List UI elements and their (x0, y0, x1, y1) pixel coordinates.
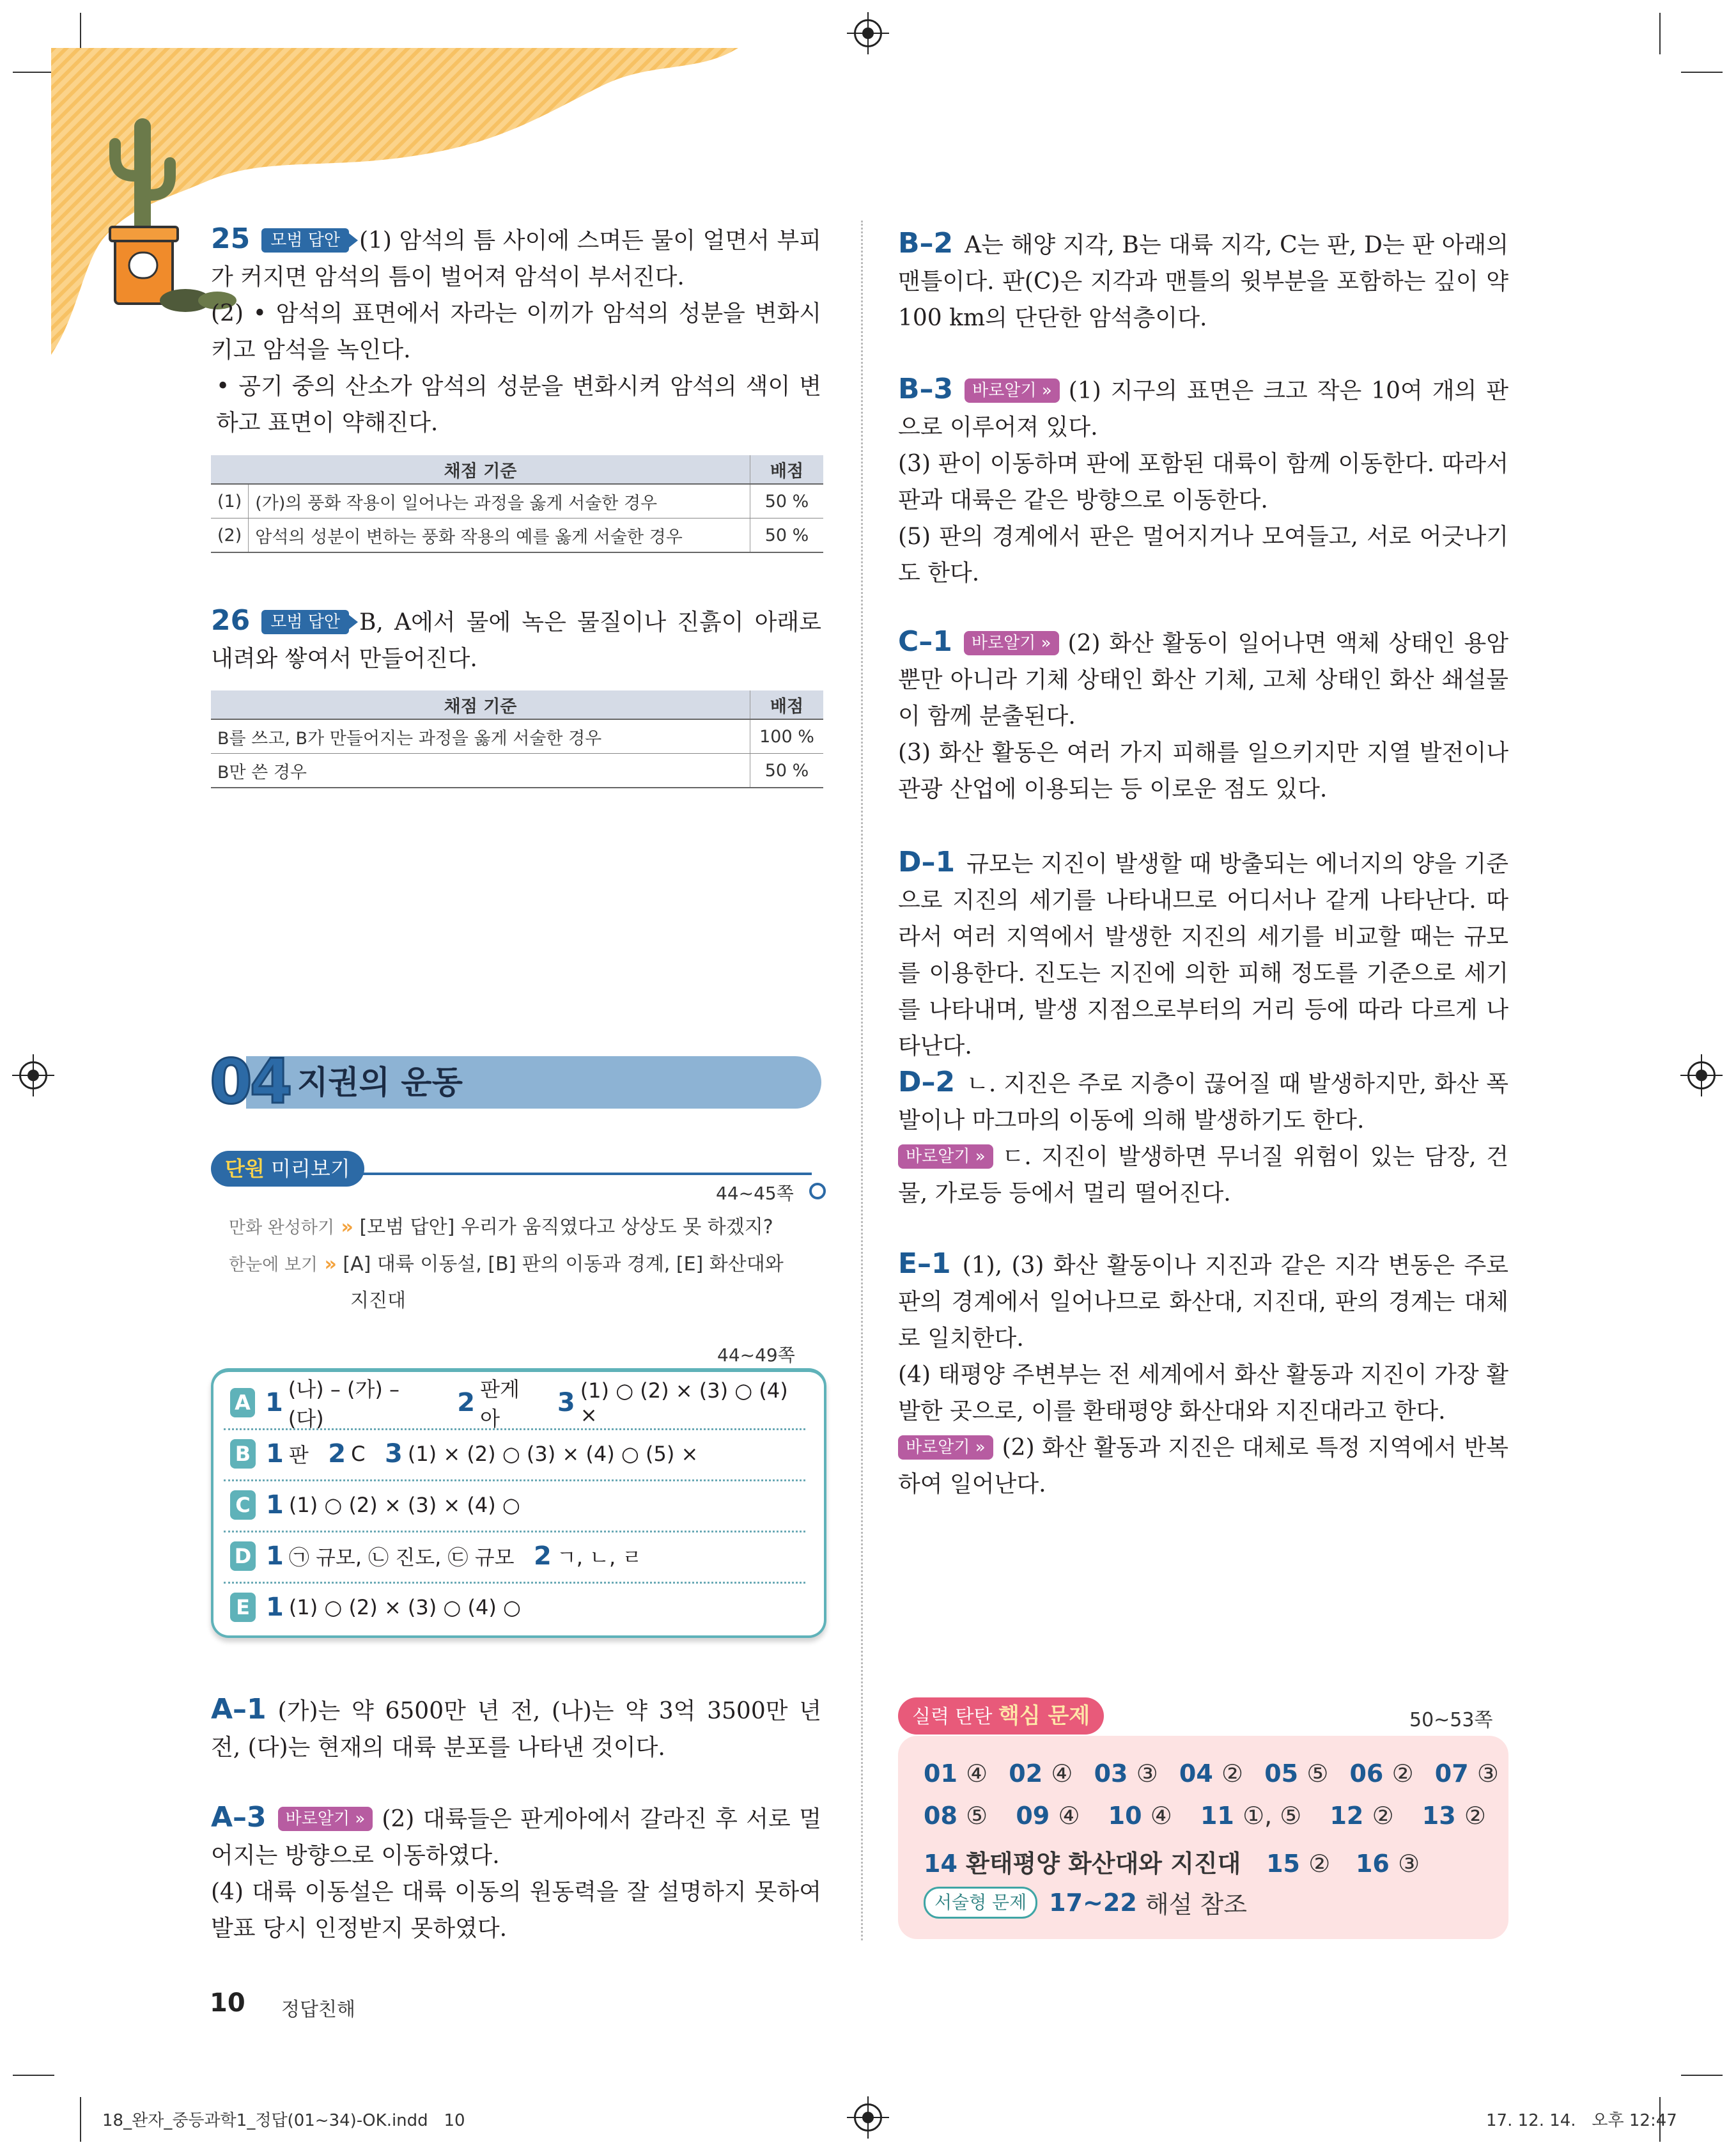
answer-pages: 44~49쪽 (717, 1345, 795, 1366)
trim-mark (13, 2075, 54, 2076)
question-number: D–2 (898, 1066, 956, 1098)
question-number: D–1 (898, 846, 956, 878)
registration-mark-icon (854, 2103, 882, 2132)
table-row: (1) (가)의 풍화 작용이 일어나는 과정을 옳게 서술한 경우 50 % (211, 484, 823, 519)
answer-row-d: D 1 ㉠ 규모, ㉡ 진도, ㉢ 규모 2 ㄱ, ㄴ, ㄹ (224, 1531, 805, 1584)
question-number: A–1 (211, 1693, 267, 1726)
answer-text: B, A에서 물에 녹은 물질이나 진흙이 아래로 내려와 쌓여서 만들어진다. (211, 609, 821, 672)
preview-line (358, 1173, 812, 1175)
explanation-a1: A–1 (가)는 약 6500만 년 전, (나)는 약 3억 3500만 년 전, (다)는 현재의 대륙 분포를 나타낸 것이다. (211, 1693, 821, 1761)
explanation-d2: D–2 ㄴ. 지진은 주로 지층이 끊어질 때 발생하지만, 화산 폭발이나 마그마의 이동에 의해 발생하기도 한다. 바로알기 » ㄷ. 지진이 발생하면 무너질 위험이 있는 담장, 건물, 가로등 등에서 멀리 떨어진다. (898, 1066, 1508, 1206)
question-number: 26 (211, 604, 251, 637)
correction-badge: 바로알기 » (898, 1144, 993, 1169)
glance-row: 한눈에 보기 » [A] 대륙 이동설, [B] 판의 이동과 경계, [E] 화산대와 지진대 (229, 1253, 784, 1312)
answer-row-e: E 1 (1) ○ (2) × (3) ○ (4) ○ (224, 1582, 805, 1633)
unit-number: 04 (210, 1046, 290, 1118)
question-number: B–2 (898, 227, 954, 260)
explanation-a3: A–3 바로알기 » (2) 대륙들은 판게아에서 갈라진 후 서로 멀어지는 방향으로 이동하였다. (4) 대륙 이동설은 대륙 이동의 원동력을 잘 설명하지 못하여 발표 당시 인정받지 못하였다. (211, 1801, 821, 1942)
preview-pages: 44~45쪽 (716, 1183, 794, 1204)
question-25 (211, 221, 821, 441)
trim-mark (1681, 2075, 1723, 2076)
question-number: B–3 (898, 373, 954, 405)
trim-mark (1681, 72, 1723, 73)
correction-badge: 바로알기 » (965, 378, 1060, 403)
table-row: B를 쓰고, B가 만들어지는 과정을 옳게 서술한 경우 100 % (211, 719, 823, 754)
explanation-e1: E–1 (1), (3) 화산 활동이나 지진과 같은 지각 변동은 주로 판의 경계에서 일어나므로 화산대, 지진대, 판의 경계는 대체로 일치한다. (4) 태평양 주변부는 전 세계에서 화산 활동과 지진이 가장 활발한 곳으로, 이를 환태평양 화산대와 지진대라고 한다. 바로알기 » (2) 화산 활동과 지진은 대체로 특정 지역에서 반복하여 일어난다. (898, 1247, 1508, 1497)
question-number: A–3 (211, 1801, 267, 1834)
manhwa-row: 만화 완성하기 » [모범 답안] 우리가 움직였다고 상상도 못 하겠지? (229, 1216, 773, 1238)
core-row-essay: 서술형 문제 17~22 해설 참조 (924, 1885, 1247, 1920)
correction-badge: 바로알기 » (898, 1435, 993, 1460)
question-number: 25 (211, 222, 251, 255)
question-26 (211, 602, 821, 677)
core-row-2: 08 ⑤ 09 ④ 10 ④ 11 ①, ⑤ 12 ② 13 ② (924, 1802, 1486, 1830)
scoring-table (211, 455, 823, 553)
core-problems-tag: 실력 탄탄 핵심 문제 (898, 1697, 1104, 1735)
trim-mark (80, 2097, 81, 2142)
footer-filename: 18_완자_중등과학1_정답(01~34)-OK.indd 10 (102, 2111, 465, 2130)
table-header: 채점 기준 (211, 690, 750, 719)
explanation-b3: B–3 바로알기 » (1) 지구의 표면은 크고 작은 10여 개의 판으로 이루어져 있다. (3) 판이 이동하며 판에 포함된 대륙이 함께 이동한다. 따라서 판과 대륙은 같은 방향으로 이동한다. (5) 판의 경계에서 판은 멀어지거나 모여들고, 서로 어긋나기도 한다. (898, 373, 1508, 586)
model-answer-badge: 모범 답안 (261, 228, 349, 253)
trim-mark (13, 72, 54, 73)
answer-text: • 공기 중의 산소가 암석의 성분을 변화시켜 암석의 색이 변하고 표면이 약해진다. (216, 373, 821, 436)
scoring-table (211, 690, 823, 788)
unit-title: 지권의 운동 (297, 1064, 463, 1101)
answer-text: (2) • 암석의 표면에서 자라는 이끼가 암석의 성분을 변화시키고 암석을 녹인다. (211, 300, 821, 363)
core-row-1: 01 ④ 02 ④ 03 ③ 04 ② 05 ⑤ 06 ② 07 ③ (924, 1759, 1499, 1788)
footer-date: 17. 12. 14. 오후 12:47 (1486, 2111, 1677, 2130)
answer-text: (1) 암석의 틈 사이에 스며든 물이 얼면서 부피가 커지면 암석의 틈이 벌어져 암석이 부서진다. (211, 228, 821, 290)
core-row-3: 14 환태평양 화산대와 지진대 15 ② 16 ③ (924, 1850, 1420, 1878)
trim-mark (1659, 13, 1661, 54)
table-row: (2) 암석의 성분이 변하는 풍화 작용의 예를 옳게 서술한 경우 50 % (211, 519, 823, 553)
preview-tag: 단원 미리보기 (211, 1151, 364, 1187)
explanation-d1: D–1 규모는 지진이 발생할 때 방출되는 에너지의 양을 기준으로 지진의 세기를 나타내므로 어디서나 같게 나타난다. 따라서 여러 지역에서 발생한 지진의 세기를 비교할 때는 규모를 이용한다. 진도는 지진에 의한 피해 정도를 기준으로 세기를 나타내며, 발생 지점으로부터의 거리 등에 따라 다르게 나타난다. (898, 846, 1508, 1059)
footer-label: 정답친해 (281, 1999, 355, 2021)
table-header: 채점 기준 (211, 455, 750, 484)
answer-row-b: B 1 판 2 C 3 (1) × (2) ○ (3) × (4) ○ (5) × (224, 1428, 805, 1481)
core-pages: 50~53쪽 (1409, 1709, 1493, 1731)
column-divider (861, 221, 863, 1940)
correction-badge: 바로알기 » (278, 1807, 373, 1831)
table-row: B만 쓴 경우 50 % (211, 754, 823, 788)
table-header: 배점 (750, 455, 824, 484)
registration-mark-icon (854, 19, 882, 47)
correction-badge: 바로알기 » (964, 631, 1059, 655)
registration-mark-icon (19, 1061, 47, 1089)
answer-row-a: A 1 (나) – (가) – (다) 2 판게아 3 (1) ○ (2) × (3) ○ (4) × (224, 1377, 805, 1430)
registration-mark-icon (1687, 1061, 1716, 1089)
essay-badge: 서술형 문제 (924, 1887, 1037, 1919)
question-number: C–1 (898, 625, 952, 658)
preview-line-end-icon (809, 1183, 826, 1199)
explanation-c1: C–1 바로알기 » (2) 화산 활동이 일어나면 액체 상태인 용암뿐만 아니라 기체 상태인 화산 기체, 고체 상태인 화산 쇄설물이 함께 분출된다. (3) 화산 활동은 여러 가지 피해를 일으키지만 지열 발전이나 관광 산업에 이용되는 등 이로운 점도 있다. (898, 625, 1508, 802)
answer-row-c: C 1 (1) ○ (2) × (3) × (4) ○ (224, 1479, 805, 1532)
model-answer-badge: 모범 답안 (261, 610, 349, 634)
table-header: 배점 (750, 690, 824, 719)
page-number: 10 (210, 1988, 245, 2018)
question-number: E–1 (898, 1247, 951, 1280)
explanation-b2: B–2 A는 해양 지각, B는 대륙 지각, C는 판, D는 판 아래의 맨틀이다. 판(C)은 지각과 맨틀의 윗부분을 포함하는 깊이 약 100 km의 단단한 암석층이다. (898, 227, 1508, 331)
